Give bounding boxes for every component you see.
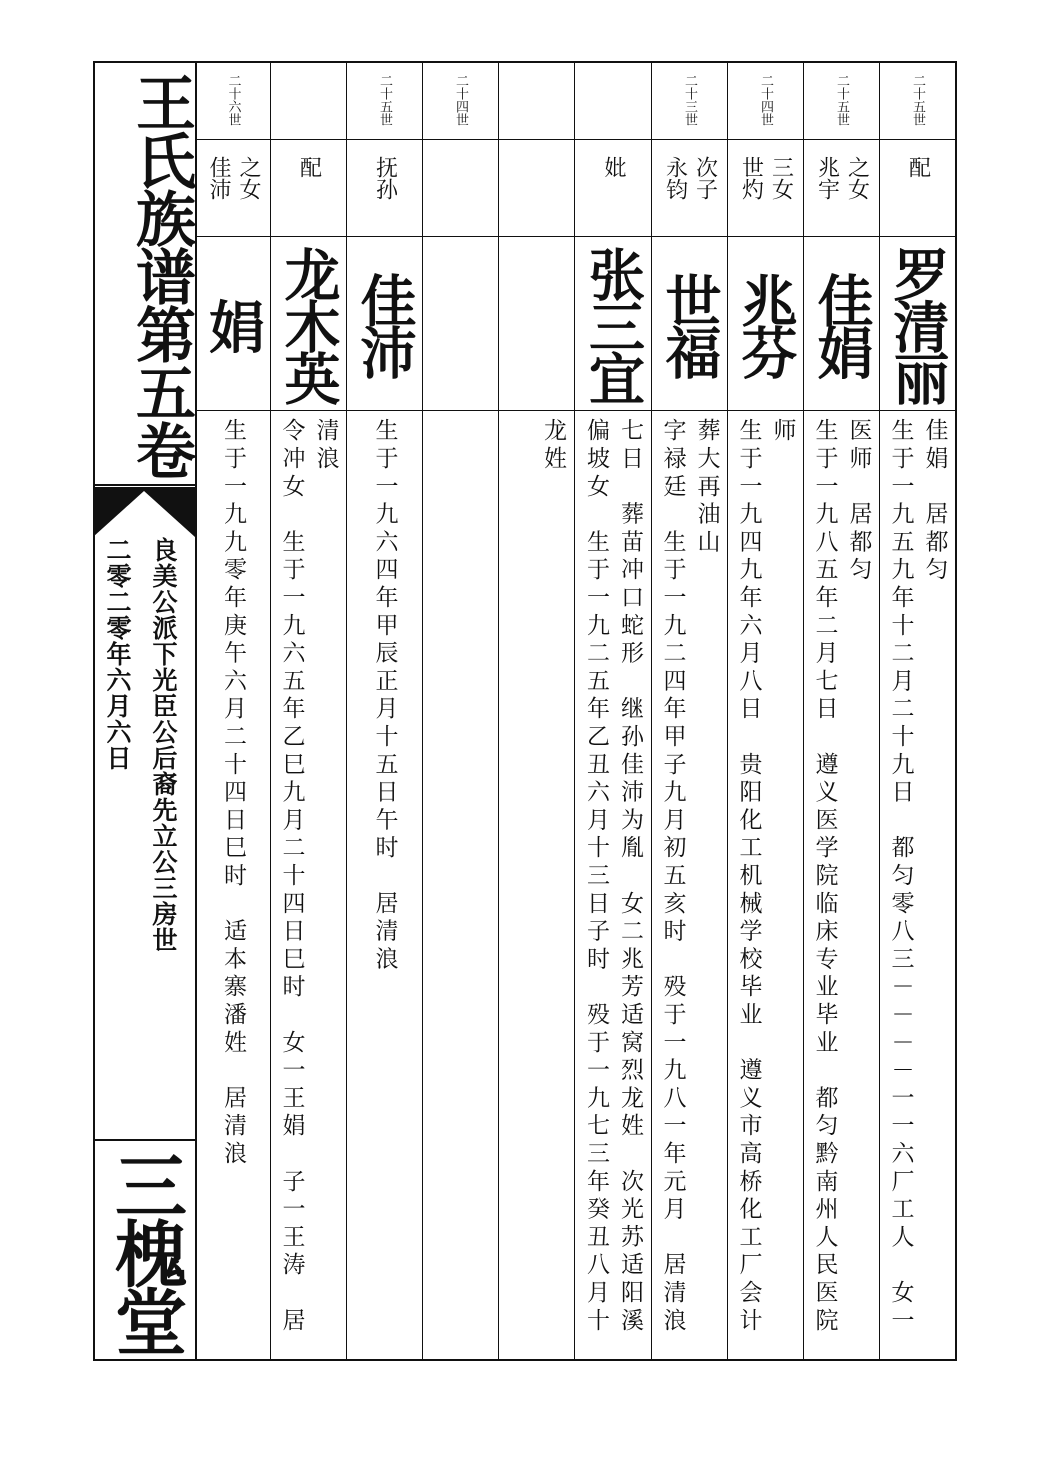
biography-cell: [271, 418, 346, 1354]
generation-label: 二十五世: [910, 74, 925, 126]
hall-divider: [93, 1139, 195, 1141]
generation-label: 二十五世: [377, 74, 392, 126]
bio-right: 偏坡女 生于一九二五年乙丑六月十三日子时 殁于一九七三年癸丑八月十: [583, 418, 609, 1336]
generation-label: [575, 64, 651, 136]
relation-right: 永钧: [662, 156, 688, 200]
relation-cell: [347, 140, 422, 236]
bio-right: 令冲女 生于一九六五年乙巳九月二十四日巳时 女一王娟 子一王涛 居: [278, 418, 305, 1336]
person-name: 兆芬: [732, 272, 799, 376]
row-divider-name: [195, 410, 957, 411]
biography-cell: [728, 418, 803, 1354]
biography-cell: [652, 418, 727, 1354]
person-name: 佳娟: [808, 272, 875, 376]
relation-right: 配: [905, 156, 931, 178]
hall-name: 三槐堂: [103, 1149, 188, 1353]
bio-right: 生于一九六四年甲辰正月十五日午时 居清浪: [371, 418, 398, 974]
relation-cell: [423, 140, 498, 236]
relation-left: 之女: [844, 156, 870, 200]
biography-cell: [880, 418, 955, 1354]
bio-right: 生于一九九零年庚午六月二十四日巳时 适本寨潘姓 居清浪: [220, 418, 246, 1169]
bio-left: 清浪: [312, 418, 339, 474]
person-name: 罗清丽: [884, 246, 951, 402]
relation-cell: [196, 140, 270, 236]
generation-label: 二十三世: [682, 74, 697, 126]
relation-right: 抚孙: [372, 156, 398, 200]
relation-right: 世灼: [738, 156, 764, 200]
bio-right: 生于一九四九年六月八日 贵阳化工机械学校毕业 遵义市高桥化工厂会计: [735, 418, 762, 1336]
relation-cell: [575, 140, 651, 236]
biography-cell: [423, 418, 498, 1354]
relation-right: 兆宇: [814, 156, 840, 200]
title-divider: [93, 484, 195, 486]
bio-left: 师: [769, 418, 796, 446]
relation-right: 妣: [601, 156, 626, 178]
relation-cell: [499, 140, 574, 236]
bio-left: 医师 居都匀: [845, 418, 872, 585]
person-name: 娟: [200, 298, 266, 350]
generation-label: 二十五世: [834, 74, 849, 126]
relation-left: 三女: [768, 156, 794, 200]
relation-cell: [271, 140, 346, 236]
bio-right: 生于一九八五年二月七日 遵义医学院临床专业毕业 都匀黔南州人民医院: [811, 418, 838, 1336]
relation-cell: [728, 140, 803, 236]
person-name: [423, 238, 498, 410]
person-name: 张三宜: [580, 246, 646, 402]
person-name: 佳沛: [351, 272, 418, 376]
relation-cell: [652, 140, 727, 236]
biography-cell: [804, 418, 879, 1354]
generation-label: [271, 64, 346, 136]
biography-cell: [499, 418, 574, 1354]
lineage-subtitle: 良美公派下光臣公后裔先立公三房世: [149, 537, 178, 953]
person-name: 龙木英: [275, 246, 342, 402]
relation-left: 之女: [236, 156, 261, 200]
bio-right: 生于一九五九年十二月二十九日 都匀零八三－－－－一一六厂工人 女一: [887, 418, 914, 1336]
generation-label: 二十四世: [758, 74, 773, 126]
relation-right: 配: [296, 156, 322, 178]
person-name: [499, 238, 574, 410]
book-title: 王氏族谱第五卷: [126, 72, 196, 478]
generation-label: 二十六世: [225, 74, 241, 126]
bio-left: 佳娟 居都匀: [921, 418, 948, 585]
relation-cell: [804, 140, 879, 236]
person-name: 世福: [656, 272, 723, 376]
relation-left: 次子: [692, 156, 718, 200]
relation-right: 佳沛: [206, 156, 231, 200]
bio-left: 葬大再油山: [693, 418, 720, 557]
biography-cell: [347, 418, 422, 1354]
relation-cell: [880, 140, 955, 236]
biography-cell: [196, 418, 270, 1354]
bio-right: 字禄廷 生于一九二四年甲子九月初五亥时 殁于一九八一年元月 居清浪: [659, 418, 686, 1336]
generation-label: [499, 64, 574, 136]
black-ribbon: [93, 487, 195, 537]
row-divider-relation: [195, 236, 957, 237]
compile-date: 二零二零年六月六日: [103, 537, 132, 771]
bio-left: 七日 葬苗冲口蛇形 继孙佳沛为胤 女二兆芳适窝烈龙姓 次光苏适阳溪: [617, 418, 643, 1336]
generation-label: 二十四世: [453, 74, 468, 126]
biography-cell: [575, 418, 651, 1354]
bio-right: 龙姓: [540, 418, 566, 474]
